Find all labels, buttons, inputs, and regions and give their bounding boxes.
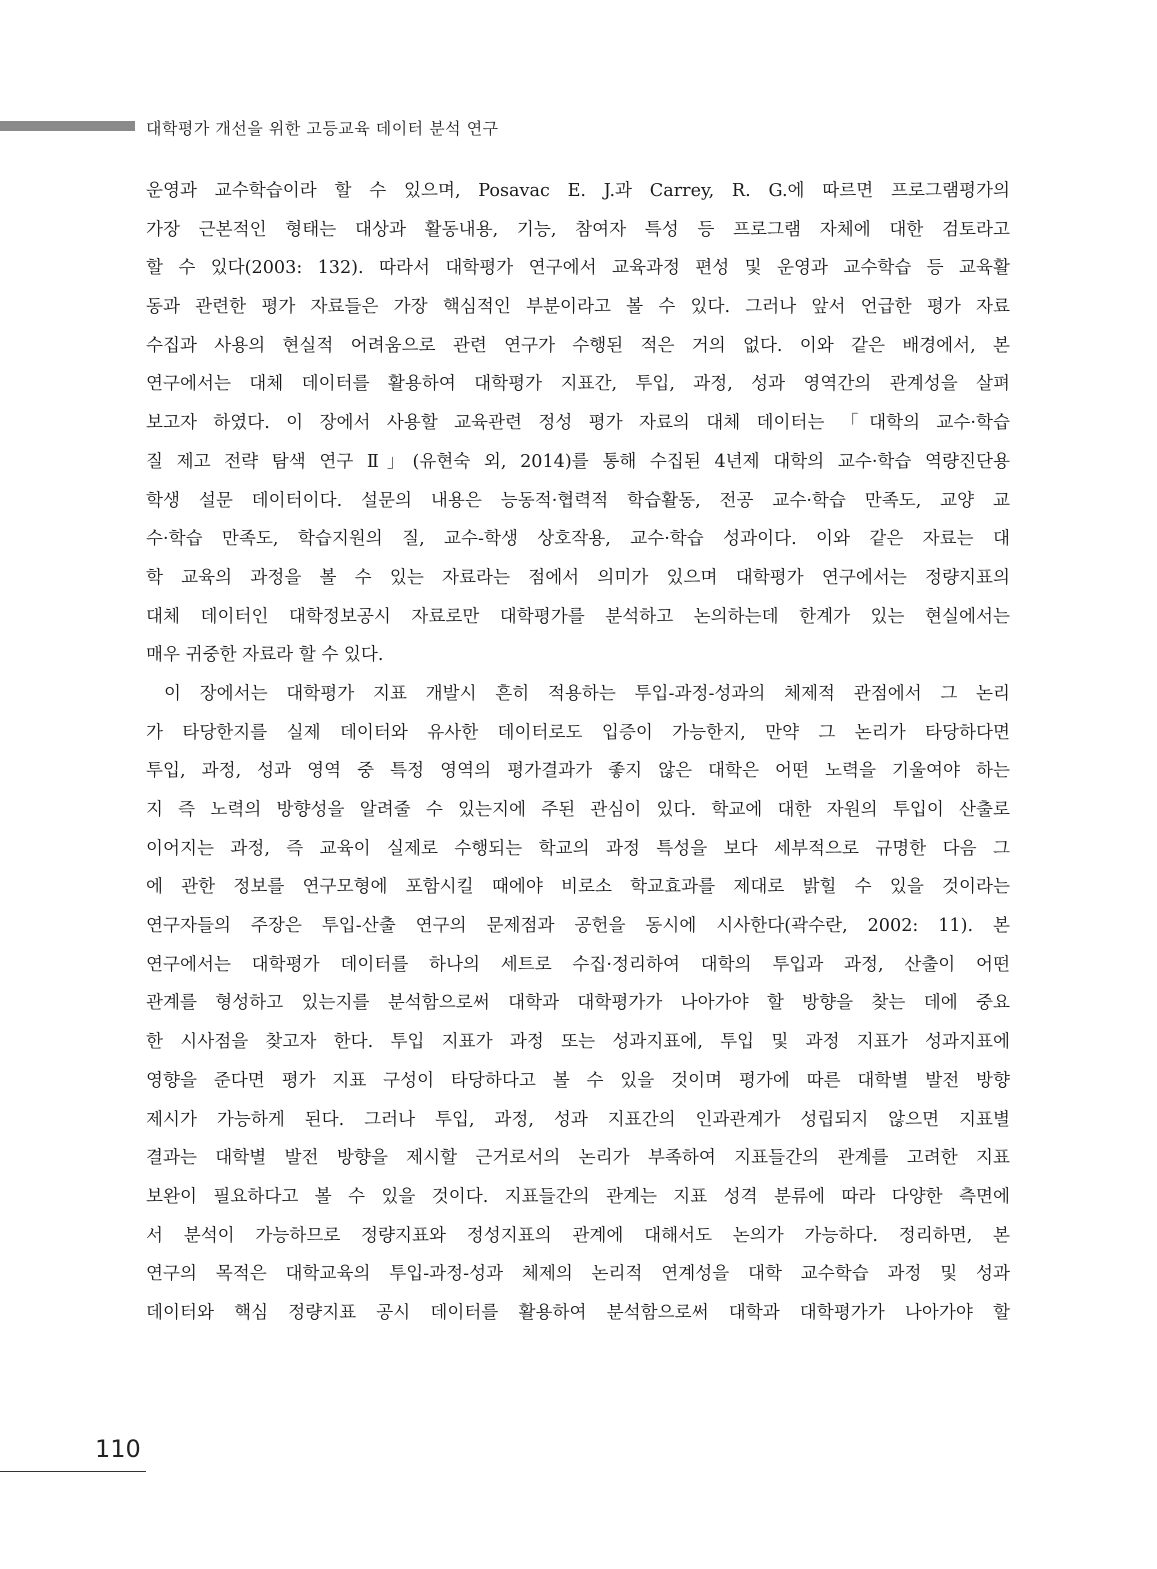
text-line: 가 타당한지를 실제 데이터와 유사한 데이터로도 입증이 가능한지, 만약 그 논리가 타당하다면 <box>146 722 1010 743</box>
text-line: 관계를 형성하고 있는지를 분석함으로써 대학과 대학평가가 나아가야 할 방향을 찾는 데에 중요 <box>146 993 1010 1014</box>
header-accent-bar <box>0 121 135 131</box>
text-line: 결과는 대학별 발전 방향을 제시할 근거로서의 논리가 부족하여 지표들간의 관계를 고려한 지표 <box>146 1148 1010 1169</box>
text-line: 연구의 목적은 대학교육의 투입-과정-성과 체제의 논리적 연계성을 대학 교수학습 과정 및 성과 <box>146 1264 1010 1285</box>
text-line: 학생 설문 데이터이다. 설문의 내용은 능동적·협력적 학습활동, 전공 교수·학습 만족도, 교양 교 <box>146 490 1010 511</box>
text-line: 할 수 있다(2003: 132). 따라서 대학평가 연구에서 교육과정 편성 및 운영과 교수학습 등 교육활 <box>146 258 1010 279</box>
body-text <box>146 172 1010 1333</box>
text-line: 수집과 사용의 현실적 어려움으로 관련 연구가 수행된 적은 거의 없다. 이와 같은 배경에서, 본 <box>146 335 1010 356</box>
text-line: 운영과 교수학습이라 할 수 있으며, Posavac E. J.과 Carrey, R. G.에 따르면 프로그램평가의 <box>146 181 1010 201</box>
text-line: 투입, 과정, 성과 영역 중 특정 영역의 평가결과가 좋지 않은 대학은 어떤 노력을 기울여야 하는 <box>146 761 1010 782</box>
text-line: 영향을 준다면 평가 지표 구성이 타당하다고 볼 수 있을 것이며 평가에 따른 대학별 발전 방향 <box>146 1070 1010 1091</box>
running-header-title: 대학평가 개선을 위한 고등교육 데이터 분석 연구 <box>146 119 499 138</box>
text-line: 보완이 필요하다고 볼 수 있을 것이다. 지표들간의 관계는 지표 성격 분류에 따라 다양한 측면에 <box>146 1186 1010 1207</box>
text-line: 제시가 가능하게 된다. 그러나 투입, 과정, 성과 지표간의 인과관계가 성립되지 않으면 지표별 <box>146 1109 1010 1130</box>
text-line: 지 즉 노력의 방향성을 알려줄 수 있는지에 주된 관심이 있다. 학교에 대한 자원의 투입이 산출로 <box>146 800 1010 820</box>
text-line: 연구에서는 대학평가 데이터를 하나의 세트로 수집·정리하여 대학의 투입과 과정, 산출이 어떤 <box>146 954 1010 975</box>
text-line: 매우 귀중한 자료라 할 수 있다. <box>146 645 384 666</box>
text-line: 연구자들의 주장은 투입-산출 연구의 문제점과 공헌을 동시에 시사한다(곽수란, 2002: 11). 본 <box>146 916 1010 937</box>
text-line: 대체 데이터인 대학정보공시 자료로만 대학평가를 분석하고 논의하는데 한계가 있는 현실에서는 <box>146 606 1010 627</box>
text-line: 질 제고 전략 탐색 연구 Ⅱ」(유현숙 외, 2014)를 통해 수집된 4년제 대학의 교수·학습 역량진단용 <box>146 451 1010 472</box>
text-line: 가장 근본적인 형태는 대상과 활동내용, 기능, 참여자 특성 등 프로그램 자체에 대한 검토라고 <box>146 219 1010 240</box>
text-line: 한 시사점을 찾고자 한다. 투입 지표가 과정 또는 성과지표에, 투입 및 과정 지표가 성과지표에 <box>146 1032 1010 1053</box>
text-line: 이어지는 과정, 즉 교육이 실제로 수행되는 학교의 과정 특성을 보다 세부적으로 규명한 다음 그 <box>146 838 1010 859</box>
paragraph-1 <box>146 172 1010 675</box>
page-number: 110 <box>95 1435 141 1463</box>
text-line: 서 분석이 가능하므로 정량지표와 정성지표의 관계에 대해서도 논의가 가능하다. 정리하면, 본 <box>146 1225 1010 1246</box>
paragraph-2 <box>146 675 1010 1333</box>
text-line: 학 교육의 과정을 볼 수 있는 자료라는 점에서 의미가 있으며 대학평가 연구에서는 정량지표의 <box>146 567 1010 588</box>
text-line: 동과 관련한 평가 자료들은 가장 핵심적인 부분이라고 볼 수 있다. 그러나 앞서 언급한 평가 자료 <box>146 297 1010 318</box>
footer-rule <box>0 1471 146 1472</box>
text-line: 데이터와 핵심 정량지표 공시 데이터를 활용하여 분석함으로써 대학과 대학평가가 나아가야 할 <box>146 1302 1010 1323</box>
text-line: 연구에서는 대체 데이터를 활용하여 대학평가 지표간, 투입, 과정, 성과 영역간의 관계성을 살펴 <box>146 374 1010 395</box>
text-line: 에 관한 정보를 연구모형에 포함시킬 때에야 비로소 학교효과를 제대로 밝힐 수 있을 것이라는 <box>146 877 1010 898</box>
text-line: 수·학습 만족도, 학습지원의 질, 교수-학생 상호작용, 교수·학습 성과이다. 이와 같은 자료는 대 <box>146 529 1010 550</box>
text-line: 이 장에서는 대학평가 지표 개발시 흔히 적용하는 투입-과정-성과의 체제적 관점에서 그 논리 <box>164 683 1010 704</box>
text-line: 보고자 하였다. 이 장에서 사용할 교육관련 정성 평가 자료의 대체 데이터는 「대학의 교수·학습 <box>146 413 1010 434</box>
